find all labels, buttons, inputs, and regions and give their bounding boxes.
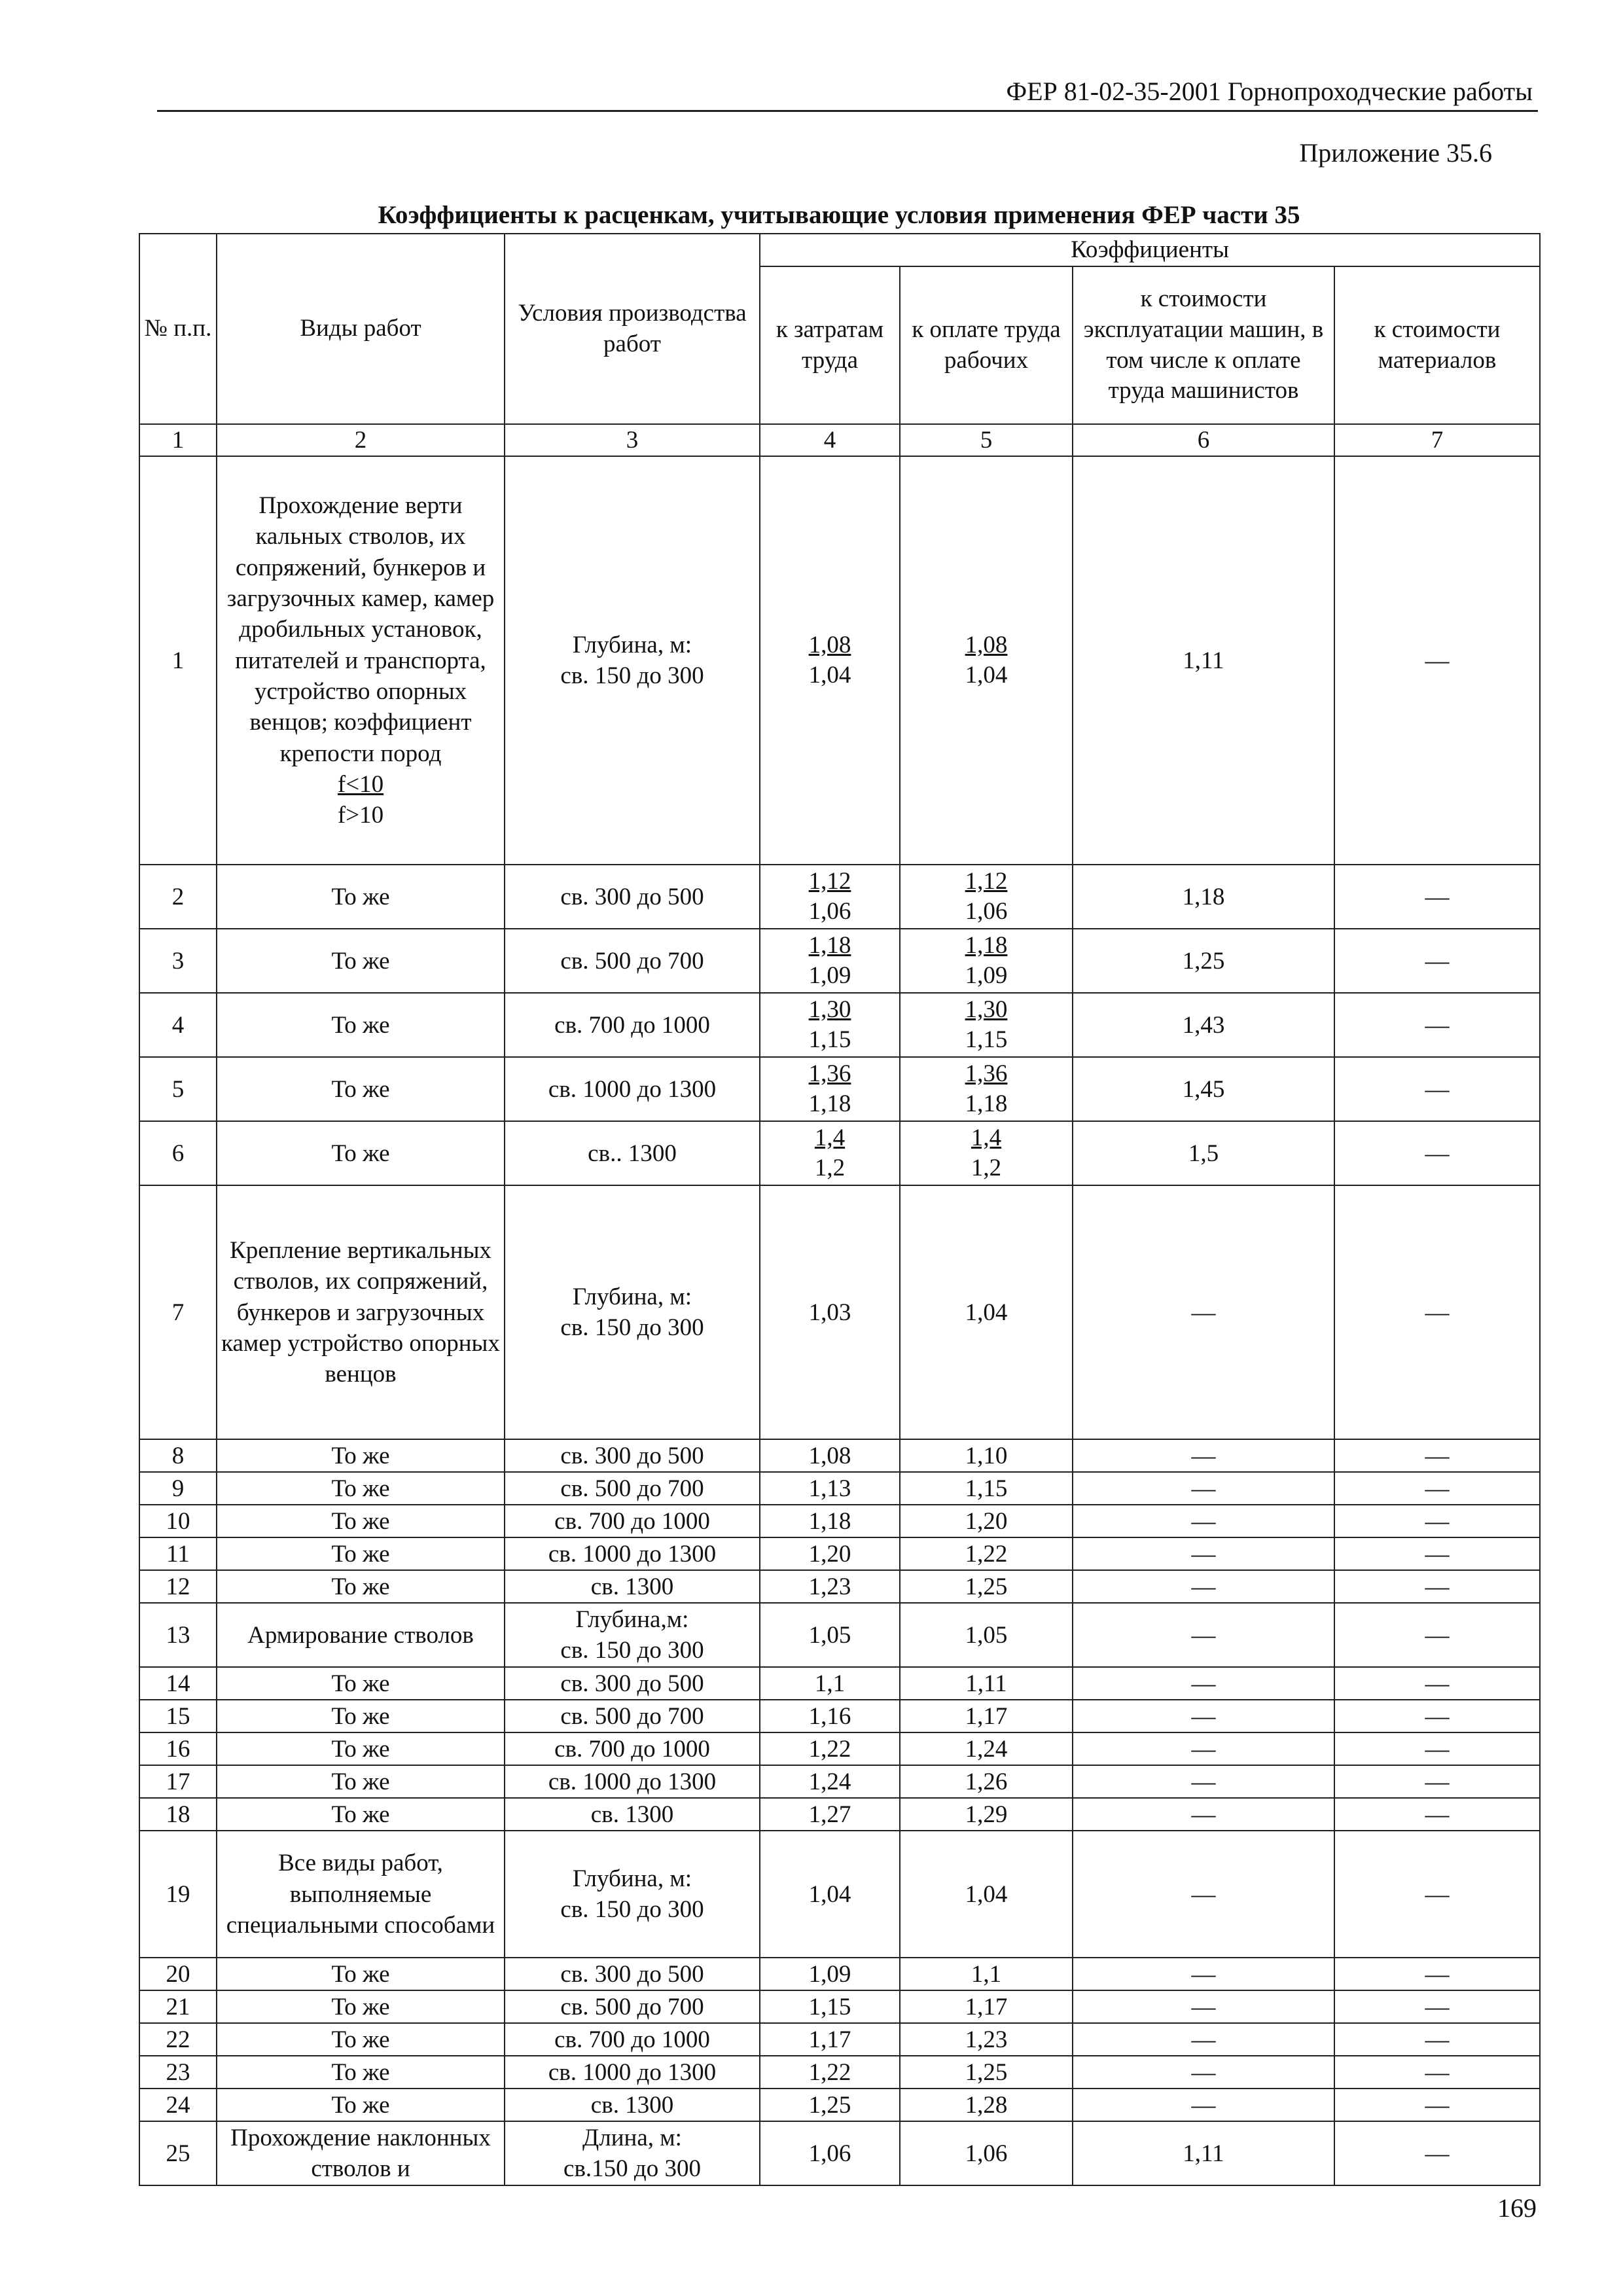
coef-labor: 1,20: [760, 1537, 900, 1570]
coef-wages: 1,05: [900, 1603, 1073, 1667]
coef-materials: —: [1334, 1765, 1540, 1798]
coef-machines: —: [1073, 1570, 1334, 1603]
row-number: 18: [139, 1798, 217, 1831]
coef-wages: 1,15: [900, 1472, 1073, 1505]
coef-wages: 1,17: [900, 1990, 1073, 2023]
conditions-line1: Глубина,м:: [575, 1606, 689, 1633]
coef-machines: —: [1073, 1765, 1334, 1798]
coef-labor-den: 1,18: [808, 1090, 851, 1118]
header-c4: к затратам труда: [760, 266, 900, 424]
coef-machines: 1,45: [1073, 1057, 1334, 1121]
conditions: св. 300 до 500: [505, 1439, 760, 1472]
table-row: [139, 1570, 1540, 1603]
coef-labor: [760, 865, 900, 929]
work-type: То же: [217, 1057, 505, 1121]
work-type: Армирование стволов: [217, 1603, 505, 1667]
header-coef-group: Коэффициенты: [760, 234, 1540, 266]
coef-machines: —: [1073, 1958, 1334, 1990]
work-type: Прохождение наклонных стволов и: [217, 2121, 505, 2185]
work-type: То же: [217, 1700, 505, 1732]
work-type: То же: [217, 1990, 505, 2023]
coef-labor-num: 1,30: [808, 996, 851, 1023]
col-number: 6: [1073, 424, 1334, 456]
work-type: То же: [217, 1121, 505, 1185]
work-type: [217, 456, 505, 865]
table-row: [139, 1472, 1540, 1505]
conditions: св. 1000 до 1300: [505, 1537, 760, 1570]
table-row: [139, 1700, 1540, 1732]
coef-labor: 1,05: [760, 1603, 900, 1667]
coef-materials: —: [1334, 1505, 1540, 1537]
coef-materials: —: [1334, 1798, 1540, 1831]
coef-wages: [900, 1057, 1073, 1121]
conditions: св. 700 до 1000: [505, 2023, 760, 2056]
work-type-f2: f>10: [337, 802, 384, 829]
coef-machines: —: [1073, 1472, 1334, 1505]
coef-labor: 1,23: [760, 1570, 900, 1603]
work-type-f1: f<10: [337, 771, 384, 798]
work-type: То же: [217, 993, 505, 1057]
row-number: 12: [139, 1570, 217, 1603]
coef-labor: 1,18: [760, 1505, 900, 1537]
coef-machines: 1,43: [1073, 993, 1334, 1057]
header-conditions: Условия производства работ: [505, 234, 760, 424]
conditions: св. 1000 до 1300: [505, 1765, 760, 1798]
conditions: [505, 456, 760, 865]
conditions: св. 1000 до 1300: [505, 2056, 760, 2089]
conditions: [505, 2121, 760, 2185]
coef-machines: —: [1073, 2089, 1334, 2121]
conditions-line2: св. 150 до 300: [560, 662, 704, 690]
table-row: [139, 1505, 1540, 1537]
document-title: ФЕР 81-02-35-2001 Горнопроходческие работы: [1006, 77, 1533, 106]
table-row: [139, 1798, 1540, 1831]
table-row: [139, 1057, 1540, 1121]
coef-materials: —: [1334, 1603, 1540, 1667]
coef-machines: —: [1073, 1439, 1334, 1472]
coef-labor: 1,09: [760, 1958, 900, 1990]
table-row: [139, 2121, 1540, 2185]
coef-labor: 1,13: [760, 1472, 900, 1505]
coef-wages: [900, 456, 1073, 865]
conditions: св. 1300: [505, 1798, 760, 1831]
row-number: 25: [139, 2121, 217, 2185]
table-row: [139, 1667, 1540, 1700]
coef-wages: 1,20: [900, 1505, 1073, 1537]
coef-labor: 1,08: [760, 1439, 900, 1472]
coef-wages: 1,22: [900, 1537, 1073, 1570]
conditions: св. 1300: [505, 1570, 760, 1603]
row-number: 1: [139, 456, 217, 865]
coef-labor-num: 1,4: [814, 1124, 846, 1151]
coef-labor: 1,16: [760, 1700, 900, 1732]
coef-labor: [760, 1121, 900, 1185]
work-type: То же: [217, 1439, 505, 1472]
coef-labor-den: 1,15: [808, 1026, 851, 1054]
coef-labor-den: 1,04: [808, 662, 851, 689]
conditions: св. 700 до 1000: [505, 1505, 760, 1537]
coef-materials: —: [1334, 2023, 1540, 2056]
coef-materials: —: [1334, 1185, 1540, 1439]
coef-labor-num: 1,18: [808, 931, 851, 959]
conditions-line2: св.150 до 300: [563, 2155, 701, 2183]
conditions-line1: Глубина, м:: [572, 1865, 692, 1892]
conditions: св. 300 до 500: [505, 865, 760, 929]
coef-wages: 1,25: [900, 1570, 1073, 1603]
row-number: 22: [139, 2023, 217, 2056]
col-number: 3: [505, 424, 760, 456]
coef-wages-num: 1,18: [965, 931, 1008, 959]
row-number: 24: [139, 2089, 217, 2121]
coef-machines: —: [1073, 2023, 1334, 2056]
table-row: [139, 1537, 1540, 1570]
conditions: [505, 1831, 760, 1958]
coef-labor: 1,03: [760, 1185, 900, 1439]
coef-labor-num: 1,08: [808, 631, 851, 658]
table-row: [139, 1732, 1540, 1765]
coef-materials: —: [1334, 2121, 1540, 2185]
coef-wages: 1,04: [900, 1831, 1073, 1958]
coef-wages-num: 1,30: [965, 996, 1008, 1023]
table-row: [139, 993, 1540, 1057]
work-type: Все виды работ, выполняемые специальными способами: [217, 1831, 505, 1958]
coef-materials: —: [1334, 1472, 1540, 1505]
table-row: [139, 1121, 1540, 1185]
col-number: 4: [760, 424, 900, 456]
conditions: [505, 1185, 760, 1439]
coef-materials: —: [1334, 1700, 1540, 1732]
coef-materials: —: [1334, 456, 1540, 865]
conditions: св. 700 до 1000: [505, 1732, 760, 1765]
coef-wages: 1,11: [900, 1667, 1073, 1700]
coef-materials: —: [1334, 929, 1540, 993]
table-row: [139, 1765, 1540, 1798]
table-row: [139, 456, 1540, 865]
conditions: св. 500 до 700: [505, 929, 760, 993]
coef-labor-num: 1,36: [808, 1060, 851, 1087]
coef-machines: —: [1073, 1185, 1334, 1439]
conditions-line2: св. 150 до 300: [560, 1896, 704, 1924]
work-type: То же: [217, 1798, 505, 1831]
header-row: [139, 234, 1540, 266]
row-number: 6: [139, 1121, 217, 1185]
conditions-line1: Глубина, м:: [572, 632, 692, 658]
coef-labor: 1,17: [760, 2023, 900, 2056]
work-type: То же: [217, 2056, 505, 2089]
coef-labor: 1,1: [760, 1667, 900, 1700]
coef-wages-num: 1,36: [965, 1060, 1008, 1087]
coef-wages: 1,06: [900, 2121, 1073, 2185]
work-type: То же: [217, 929, 505, 993]
coef-wages: 1,28: [900, 2089, 1073, 2121]
column-number-row: [139, 424, 1540, 456]
coef-materials: —: [1334, 1990, 1540, 2023]
coef-labor: [760, 993, 900, 1057]
coef-wages: [900, 929, 1073, 993]
coef-machines: —: [1073, 1700, 1334, 1732]
coef-labor-den: 1,09: [808, 962, 851, 990]
work-type: То же: [217, 1505, 505, 1537]
row-number: 23: [139, 2056, 217, 2089]
page-number: 169: [1497, 2193, 1537, 2223]
coef-labor: 1,04: [760, 1831, 900, 1958]
coef-wages-num: 1,08: [965, 631, 1008, 658]
table-row: [139, 1831, 1540, 1958]
coef-machines: 1,5: [1073, 1121, 1334, 1185]
coef-machines: —: [1073, 1831, 1334, 1958]
coef-wages: 1,04: [900, 1185, 1073, 1439]
coef-labor: [760, 929, 900, 993]
row-number: 8: [139, 1439, 217, 1472]
conditions: св.. 1300: [505, 1121, 760, 1185]
coefficients-table: [139, 233, 1541, 2186]
coef-labor: 1,22: [760, 1732, 900, 1765]
col-number: 5: [900, 424, 1073, 456]
coef-wages-num: 1,4: [971, 1124, 1002, 1151]
coef-machines: —: [1073, 1603, 1334, 1667]
row-number: 9: [139, 1472, 217, 1505]
conditions-line1: Длина, м:: [582, 2125, 682, 2151]
coef-labor: 1,15: [760, 1990, 900, 2023]
work-type: То же: [217, 1732, 505, 1765]
conditions: св. 300 до 500: [505, 1958, 760, 1990]
coef-machines: 1,11: [1073, 456, 1334, 865]
coef-wages-den: 1,09: [965, 962, 1008, 990]
work-type-text: Прохождение верти кальных стволов, их сопряжений, бункеров и загрузочных камер, камер дробильных установок, питателей и транспорта, устройство опорных венцов; коэффициент крепости пород: [226, 492, 495, 767]
conditions: св. 500 до 700: [505, 1472, 760, 1505]
coef-labor-den: 1,06: [808, 898, 851, 925]
coef-materials: —: [1334, 1537, 1540, 1570]
coef-wages: 1,1: [900, 1958, 1073, 1990]
header-num: № п.п.: [139, 234, 217, 424]
coef-wages-num: 1,12: [965, 867, 1008, 895]
coef-materials: —: [1334, 1958, 1540, 1990]
coef-labor: [760, 1057, 900, 1121]
page-header: [157, 73, 1538, 112]
table-row: [139, 1958, 1540, 1990]
row-number: 3: [139, 929, 217, 993]
coef-labor: 1,27: [760, 1798, 900, 1831]
work-type: То же: [217, 2089, 505, 2121]
table-row: [139, 1603, 1540, 1667]
conditions-line1: Глубина, м:: [572, 1283, 692, 1310]
table-title: Коэффициенты к расценкам, учитывающие условия применения ФЕР части 35: [378, 201, 1300, 229]
coef-materials: —: [1334, 1732, 1540, 1765]
coef-machines: 1,11: [1073, 2121, 1334, 2185]
coef-labor: 1,22: [760, 2056, 900, 2089]
row-number: 21: [139, 1990, 217, 2023]
coef-wages-den: 1,15: [965, 1026, 1008, 1054]
coef-wages: 1,24: [900, 1732, 1073, 1765]
row-number: 11: [139, 1537, 217, 1570]
coef-materials: —: [1334, 1121, 1540, 1185]
row-number: 2: [139, 865, 217, 929]
table-row: [139, 2023, 1540, 2056]
coef-materials: —: [1334, 993, 1540, 1057]
work-type: То же: [217, 2023, 505, 2056]
coef-wages-den: 1,06: [965, 898, 1008, 925]
coef-materials: —: [1334, 1831, 1540, 1958]
row-number: 13: [139, 1603, 217, 1667]
coef-materials: —: [1334, 2089, 1540, 2121]
work-type: То же: [217, 1472, 505, 1505]
header-c7: к стоимости материалов: [1334, 266, 1540, 424]
conditions: св. 1000 до 1300: [505, 1057, 760, 1121]
col-number: 2: [217, 424, 505, 456]
coef-labor: [760, 456, 900, 865]
conditions-line2: св. 150 до 300: [560, 1314, 704, 1342]
work-type: То же: [217, 1765, 505, 1798]
appendix-label: Приложение 35.6: [1299, 138, 1492, 168]
work-type: То же: [217, 1570, 505, 1603]
work-type: То же: [217, 865, 505, 929]
coef-wages-den: 1,2: [971, 1155, 1002, 1182]
coef-machines: —: [1073, 1798, 1334, 1831]
coef-machines: —: [1073, 1732, 1334, 1765]
coef-machines: —: [1073, 1537, 1334, 1570]
table-row: [139, 1439, 1540, 1472]
coef-wages: 1,26: [900, 1765, 1073, 1798]
coef-machines: —: [1073, 1667, 1334, 1700]
conditions: св. 500 до 700: [505, 1990, 760, 2023]
coef-wages: 1,23: [900, 2023, 1073, 2056]
coef-machines: —: [1073, 1990, 1334, 2023]
work-type: То же: [217, 1537, 505, 1570]
row-number: 14: [139, 1667, 217, 1700]
coef-materials: —: [1334, 2056, 1540, 2089]
conditions: св. 700 до 1000: [505, 993, 760, 1057]
table-row: [139, 865, 1540, 929]
coef-wages: [900, 1121, 1073, 1185]
col-number: 1: [139, 424, 217, 456]
conditions: св. 500 до 700: [505, 1700, 760, 1732]
table-row: [139, 2056, 1540, 2089]
coef-wages: 1,17: [900, 1700, 1073, 1732]
row-number: 5: [139, 1057, 217, 1121]
row-number: 19: [139, 1831, 217, 1958]
conditions: св. 1300: [505, 2089, 760, 2121]
coef-wages-den: 1,18: [965, 1090, 1008, 1118]
coef-wages: [900, 993, 1073, 1057]
coef-materials: —: [1334, 1439, 1540, 1472]
coef-labor-den: 1,2: [814, 1155, 846, 1182]
row-number: 10: [139, 1505, 217, 1537]
coef-materials: —: [1334, 1667, 1540, 1700]
coef-wages: 1,10: [900, 1439, 1073, 1472]
work-type: Крепление вертикальных стволов, их сопряжений, бункеров и загрузочных камер устройство опорных венцов: [217, 1185, 505, 1439]
table-row: [139, 1990, 1540, 2023]
work-type: То же: [217, 1958, 505, 1990]
coef-wages: [900, 865, 1073, 929]
col-number: 7: [1334, 424, 1540, 456]
conditions-line2: св. 150 до 300: [560, 1637, 704, 1664]
coef-materials: —: [1334, 865, 1540, 929]
row-number: 20: [139, 1958, 217, 1990]
coef-wages-den: 1,04: [965, 662, 1008, 689]
coef-materials: —: [1334, 1570, 1540, 1603]
header-c5: к оплате труда рабочих: [900, 266, 1073, 424]
coef-labor: 1,25: [760, 2089, 900, 2121]
table-row: [139, 1185, 1540, 1439]
coef-labor-num: 1,12: [808, 867, 851, 895]
table-row: [139, 2089, 1540, 2121]
coef-machines: 1,18: [1073, 865, 1334, 929]
coef-labor: 1,24: [760, 1765, 900, 1798]
coef-wages: 1,29: [900, 1798, 1073, 1831]
coef-machines: —: [1073, 1505, 1334, 1537]
coef-wages: 1,25: [900, 2056, 1073, 2089]
work-type: То же: [217, 1667, 505, 1700]
coef-materials: —: [1334, 1057, 1540, 1121]
header-work: Виды работ: [217, 234, 505, 424]
row-number: 16: [139, 1732, 217, 1765]
row-number: 17: [139, 1765, 217, 1798]
table-row: [139, 929, 1540, 993]
row-number: 7: [139, 1185, 217, 1439]
coef-labor: 1,06: [760, 2121, 900, 2185]
conditions: [505, 1603, 760, 1667]
coef-machines: —: [1073, 2056, 1334, 2089]
row-number: 15: [139, 1700, 217, 1732]
row-number: 4: [139, 993, 217, 1057]
coef-machines: 1,25: [1073, 929, 1334, 993]
header-c6: к стоимости эксплуатации машин, в том числе к оплате труда машинистов: [1073, 266, 1334, 424]
conditions: св. 300 до 500: [505, 1667, 760, 1700]
